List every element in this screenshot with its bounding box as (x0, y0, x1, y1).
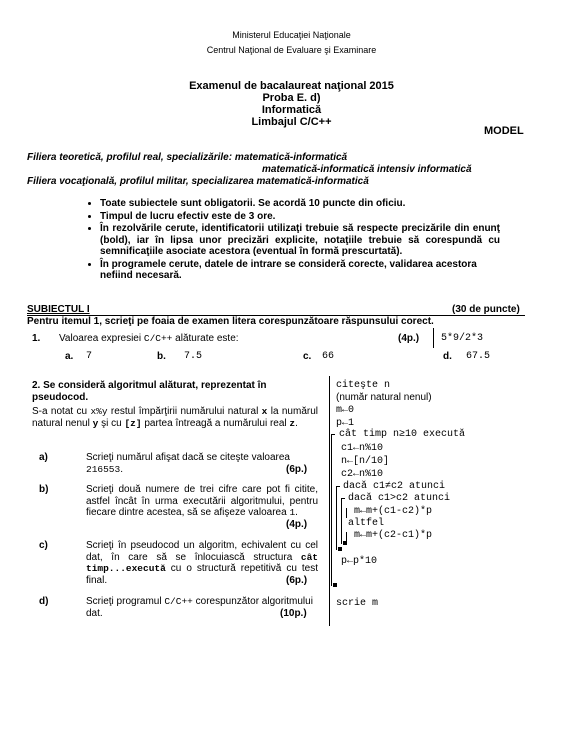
q1-option-c-letter: c. (303, 351, 312, 362)
q2-item-a-text: Scrieţi numărul afişat dacă se citeşte valoarea 216553. (86, 452, 290, 475)
section-title: SUBIECTUL I (27, 304, 90, 315)
q2-intro: 2. Se consideră algoritmul alăturat, reprezentat în pseudocod. (32, 380, 267, 403)
q2-item-a-points: (6p.) (286, 464, 308, 475)
q1-option-d-letter: d. (443, 351, 452, 362)
q1-option-a-letter: a. (65, 351, 74, 362)
pseudo-read: citeşte n (336, 380, 391, 391)
exam-subject: Informatică (261, 104, 322, 116)
if-outer-bracket-bar (336, 486, 337, 550)
q2-item-b-letter: b) (39, 484, 49, 495)
pseudocode-divider (329, 376, 330, 626)
if-outer-bracket-end (338, 547, 342, 551)
pseudo-line-p-init: p←1 (336, 418, 355, 429)
while-bracket-end (333, 583, 337, 587)
ministry-name: Ministerul Educaţiei Naţionale (232, 30, 351, 40)
q1-option-d-value: 67.5 (466, 351, 491, 362)
q1-option-c-value: 66 (322, 351, 335, 362)
else-branch-bar (346, 532, 347, 542)
filiera-line2: matematică-informatică intensiv informatică (262, 164, 472, 175)
while-bracket-bar (331, 434, 332, 586)
exam-title: Examenul de bacalaureat naţional 2015 (189, 80, 394, 92)
section-instruction: Pentru itemul 1, scrieţi pe foaia de examen litera corespunzătoare răspunsului corect. (27, 316, 434, 327)
q1-option-b-letter: b. (157, 351, 166, 362)
q1-option-b-value: 7.5 (184, 351, 203, 362)
q2-item-c-letter: c) (39, 540, 48, 551)
pseudo-else-assign: m←m+(c2-c1)*p (354, 530, 433, 541)
pseudo-if-outer: dacă c1≠c2 atunci (343, 481, 446, 492)
q2-item-a-letter: a) (39, 452, 48, 463)
pseudo-line-c2: c2←n%10 (341, 469, 384, 480)
q2-item-d-letter: d) (39, 596, 49, 607)
exam-language: Limbajul C/C++ (251, 116, 332, 128)
rule-item: • Toate subiectele sunt obligatorii. Se acordă 10 puncte din oficiu. (100, 198, 500, 210)
q1-number: 1. (32, 333, 41, 344)
section-points: (30 de puncte) (452, 304, 520, 315)
pseudo-line-n: n←[n/10] (341, 456, 390, 467)
pseudo-else: altfel (348, 518, 385, 529)
then-branch-bar (346, 508, 347, 518)
q1-text: Valoarea expresiei C/C++ alăturate este: (59, 333, 239, 344)
exam-proba: Proba E. d) (262, 92, 321, 104)
q1-expression: 5*9/2*3 (441, 333, 484, 344)
pseudo-line-c1: c1←n%10 (341, 443, 384, 454)
pseudo-comment: (număr natural nenul) (336, 392, 432, 403)
q2-item-d-text: Scrieţi programul C/C++ corespunzător algoritmului dat. (86, 596, 313, 619)
q1-points: (4p.) (398, 333, 420, 344)
pseudo-write: scrie m (336, 598, 379, 609)
rule-item: • În programele cerute, datele de intrare se consideră corecte, validarea acestora nefiind necesară. (100, 259, 500, 282)
filiera-line1: Filiera teoretică, profilul real, specializările: matematică-informatică (27, 152, 348, 163)
center-name: Centrul Naţional de Evaluare şi Examinare (206, 45, 377, 55)
if-inner-bracket-bar (341, 498, 342, 544)
q2-item-c-text: Scrieţi în pseudocod un algoritm, echivalent cu cel dat, în care să se înlocuiască structura cât timp...execută cu o structură repetitivă cu test final. (86, 540, 318, 586)
q2-item-c-points: (6p.) (286, 575, 308, 586)
q2-item-b-points: (4p.) (286, 519, 308, 530)
rule-item: • În rezolvările cerute, identificatorii utilizaţi trebuie să respecte precizările din enunţ (bold), iar în lipsa unor precizări explicite, notaţiile trebuie să corespundă cu semnificaţiile asociate acestora (eventual în formă prescurtată). (100, 223, 500, 258)
q1-option-a-value: 7 (86, 351, 93, 362)
q2-item-b-text: Scrieţi două numere de trei cifre care pot fi citite, astfel încât în urma executării algoritmului, pentru fiecare dintre acestea, să se afişeze valoarea 1. (86, 484, 318, 519)
filiera-line3: Filiera vocaţională, profilul militar, specializarea matematică-informatică (27, 176, 369, 187)
q2-description: S-a notat cu x%y restul împărţirii numărului natural x la numărul natural nenul y şi cu [z] partea întreagă a numărului real z. (32, 406, 318, 429)
q2-item-d-points: (10p.) (280, 608, 307, 619)
rules-list (86, 198, 500, 283)
pseudo-if-inner: dacă c1>c2 atunci (348, 493, 451, 504)
pseudo-then-assign: m←m+(c1-c2)*p (354, 506, 433, 517)
pseudo-line-m-init: m←0 (336, 405, 355, 416)
pseudo-while: cât timp n≥10 execută (339, 429, 466, 440)
rule-item: • Timpul de lucru efectiv este de 3 ore. (100, 211, 500, 223)
pseudo-line-p-update: p←p*10 (341, 556, 378, 567)
q1-expr-divider (433, 328, 434, 348)
model-label: MODEL (484, 125, 524, 137)
